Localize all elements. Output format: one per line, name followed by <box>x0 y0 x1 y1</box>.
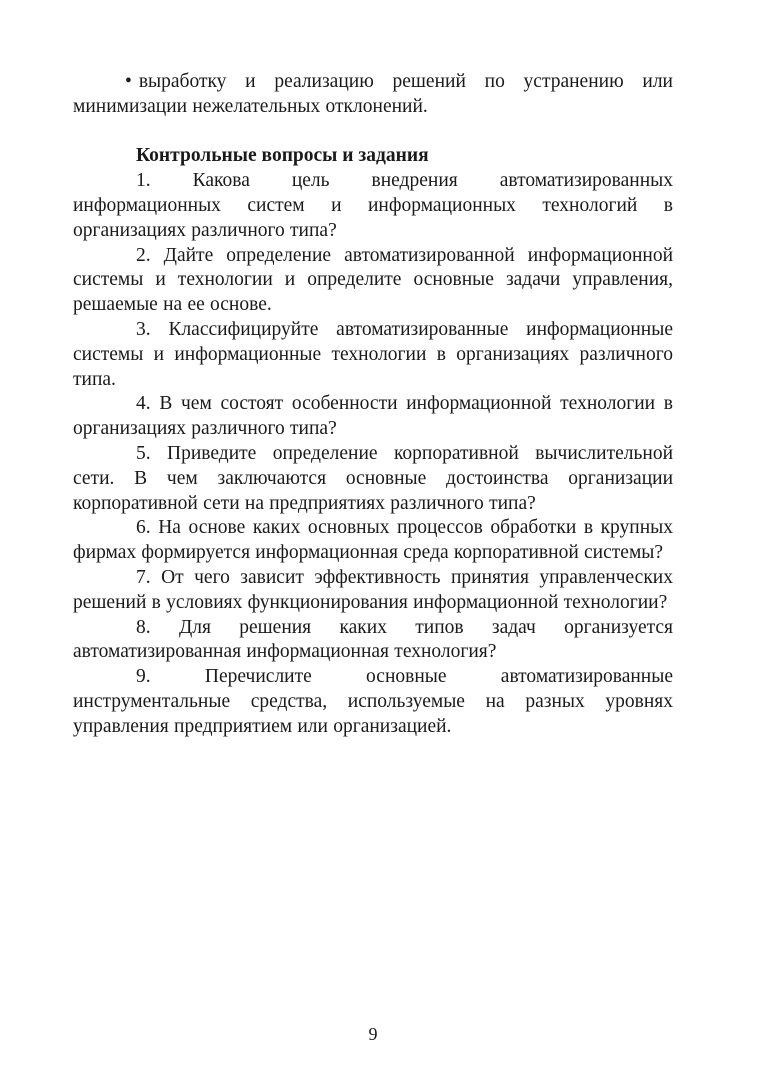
question-number: 1. <box>136 170 151 192</box>
bullet-item-text: выработку и реализацию решений по устранению или минимизации нежелательных отклонений. <box>73 71 673 117</box>
question-number: 2. <box>136 244 151 266</box>
question-number: 5. <box>136 442 151 464</box>
question-text: От чего зависит эффективность принятия управленческих решений в условиях функционирования информационной технологии? <box>73 566 673 613</box>
question-item-8 <box>73 616 673 666</box>
question-item-6 <box>73 516 673 566</box>
question-number: 8. <box>136 616 151 638</box>
question-number: 4. <box>136 393 151 415</box>
question-number: 9. <box>136 666 151 688</box>
bullet-icon: • <box>125 71 132 92</box>
section-heading: Контрольные вопросы и задания <box>136 145 429 167</box>
question-item-2 <box>73 244 673 318</box>
question-text: Приведите определение корпоративной вычислительной сети. В чем заключаются основные достоинства организации корпоративной сети на предприятиях различного типа? <box>73 442 674 514</box>
question-text: Какова цель внедрения автоматизированных информационных систем и информационных технологий в организациях различного типа? <box>73 170 674 241</box>
question-item-7 <box>73 566 673 616</box>
question-item-3 <box>73 318 673 392</box>
bullet-list-item <box>73 70 673 120</box>
question-number: 3. <box>136 318 151 340</box>
question-text: Классифицируйте автоматизированные информационные системы и информационные технологии в организациях различного типа. <box>73 318 674 390</box>
question-item-1 <box>73 169 673 243</box>
question-text: Перечислите основные автоматизированные инструментальные средства, используемые на разных уровнях управления предприятием или организацией. <box>73 666 673 737</box>
question-item-5 <box>73 442 673 516</box>
question-number: 7. <box>136 566 151 588</box>
question-item-9 <box>73 665 673 739</box>
question-text: На основе каких основных процессов обработки в крупных фирмах формируется информационная среда корпоративной системы? <box>73 517 674 564</box>
page-content <box>73 70 673 740</box>
question-number: 6. <box>136 517 151 539</box>
question-text: В чем состоят особенности информационной технологии в организациях различного типа? <box>73 393 673 440</box>
question-text: Для решения каких типов задач организуется автоматизированная информационная технология? <box>73 616 674 663</box>
page-number: 9 <box>368 1024 378 1044</box>
question-item-4 <box>73 392 673 442</box>
question-text: Дайте определение автоматизированной информационной системы и технологии и определите основные задачи управления, решаемые на ее основе. <box>73 244 674 316</box>
